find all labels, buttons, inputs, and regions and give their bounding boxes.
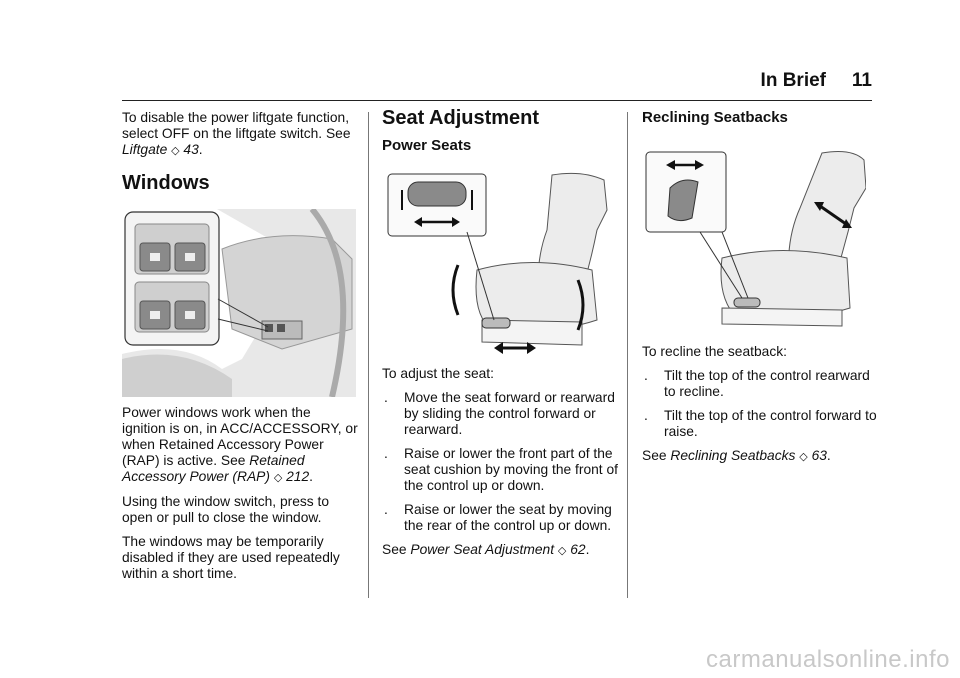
bullet-item: . Tilt the top of the control rearward to recline.: [644, 368, 870, 399]
recline-intro: To recline the seatback:: [642, 344, 787, 359]
page-number: 11: [851, 70, 872, 91]
bullet-glyph: .: [384, 502, 388, 517]
reclining-seatbacks-link[interactable]: Reclining Seatbacks: [670, 448, 796, 463]
bullet-glyph: .: [384, 390, 388, 405]
reclining-seat-illustration: [642, 148, 866, 328]
column-divider: [627, 112, 628, 598]
lockout-paragraph: The windows may be temporarily disabled if they are used repeatedly within a short time.: [122, 534, 340, 581]
bullet-glyph: .: [384, 446, 388, 461]
liftgate-link[interactable]: Liftgate: [122, 142, 168, 157]
adjust-intro: To adjust the seat:: [382, 366, 494, 381]
middle-column: [382, 107, 618, 567]
left-column: [122, 110, 358, 590]
page-ref-icon: ◇: [557, 545, 567, 557]
rap-link[interactable]: Retained Accessory Power (RAP): [122, 453, 305, 484]
reclining-see-also: See Reclining Seatbacks ◇ 63.: [642, 448, 831, 463]
page-ref-icon: ◇: [273, 472, 283, 484]
power-seat-see-also: See Power Seat Adjustment ◇ 62.: [382, 542, 590, 557]
page-ref-icon: ◇: [171, 145, 180, 157]
page-ref-icon: ◇: [799, 451, 808, 463]
bullet-item: . Raise or lower the front part of the seat cushion by moving the front of the control up or down.: [384, 446, 618, 493]
power-seat-illustration: [382, 170, 612, 356]
reclining-seatbacks-heading: Reclining Seatbacks: [642, 109, 788, 126]
bullet-glyph: .: [644, 368, 648, 383]
column-divider: [368, 112, 369, 598]
liftgate-paragraph: To disable the power liftgate function, select OFF on the liftgate switch. See Liftgate ◇ 43.: [122, 110, 351, 157]
right-column: [642, 110, 878, 473]
bullet-glyph: .: [644, 408, 648, 423]
bullet-item: . Tilt the top of the control forward to raise.: [644, 408, 877, 439]
page-header: [122, 70, 872, 101]
section-title: In Brief: [760, 70, 826, 91]
watermark: carmanualsonline.info: [706, 646, 950, 673]
window-switch-illustration: [122, 209, 356, 397]
bullet-item: . Raise or lower the seat by moving the rear of the control up or down.: [384, 502, 612, 533]
power-seats-heading: Power Seats: [382, 137, 472, 154]
window-switch-paragraph: Using the window switch, press to open or pull to close the window.: [122, 494, 330, 525]
windows-heading: Windows: [122, 172, 210, 194]
power-seat-adjustment-link[interactable]: Power Seat Adjustment: [410, 542, 555, 557]
seat-adjustment-heading: Seat Adjustment: [382, 107, 540, 129]
power-windows-paragraph: Power windows work when the ignition is on, in ACC/ACCESSORY, or when Retained Accessory Power (RAP) is active. See Retained Accessory Power (RAP) ◇ 212.: [122, 405, 358, 484]
bullet-item: . Move the seat forward or rearward by sliding the control forward or rearward.: [384, 390, 615, 437]
